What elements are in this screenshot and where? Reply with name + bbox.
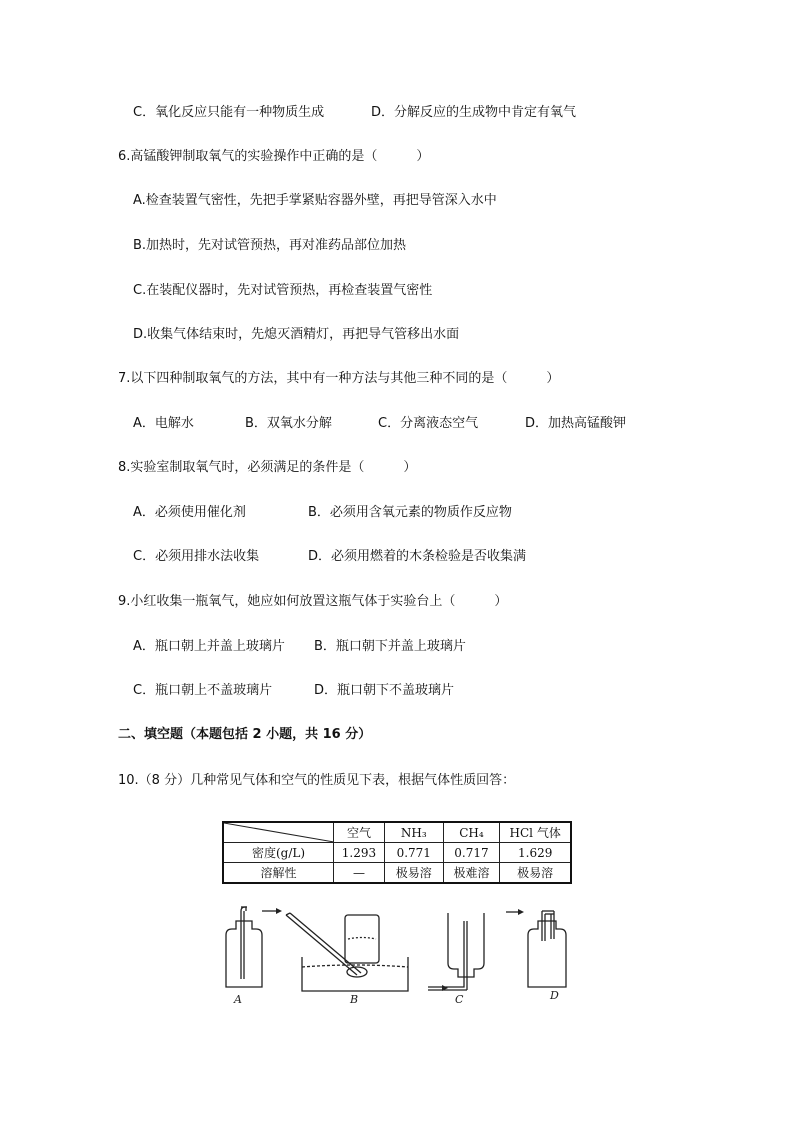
table-row [223, 843, 571, 863]
q5-option-d: D．分解反应的生成物中肯定有氧气 [371, 105, 577, 120]
apparatus-b [286, 913, 408, 991]
q7-option-d: D．加热高锰酸钾 [525, 416, 627, 431]
table-header-cell: 空气 [334, 822, 385, 843]
diagonal-line-icon [224, 823, 334, 842]
q9-option-c: C．瓶口朝上不盖玻璃片 [133, 683, 273, 698]
q9-option-d: D．瓶口朝下不盖玻璃片 [314, 683, 455, 698]
table-header-cell: NH₃ [384, 822, 443, 843]
table-row-label: 密度(g/L) [223, 843, 334, 863]
q8-option-b: B．必须用含氧元素的物质作反应物 [308, 505, 512, 520]
table-cell: 1.293 [334, 843, 385, 863]
table-cell: 0.771 [384, 843, 443, 863]
q9-stem: 9.小红收集一瓶氧气，她应如何放置这瓶气体于实验台上（ ） [118, 594, 508, 609]
q7-option-a: A．电解水 [133, 416, 194, 431]
table-header-cell: CH₄ [443, 822, 500, 843]
apparatus-c [428, 913, 484, 991]
apparatus-label: D [550, 989, 559, 1002]
q7-stem: 7.以下四种制取氧气的方法，其中有一种方法与其他三种不同的是（ ） [118, 371, 560, 386]
table-corner-cell [223, 822, 334, 843]
q8-option-a: A．必须使用催化剂 [133, 505, 246, 520]
table-row [223, 863, 571, 884]
q8-option-c: C．必须用排水法收集 [133, 549, 260, 564]
q6-option-c: C.在装配仪器时，先对试管预热，再检查装置气密性 [133, 283, 433, 298]
table-cell: 极易溶 [500, 863, 571, 884]
q7-option-c: C．分离液态空气 [378, 416, 479, 431]
apparatus-label: B [350, 993, 359, 1006]
apparatus-a [226, 907, 262, 987]
q7-option-b: B．双氧水分解 [245, 416, 332, 431]
q9-option-b: B．瓶口朝下并盖上玻璃片 [314, 639, 466, 654]
q6-option-a: A.检查装置气密性，先把手掌紧贴容器外壁，再把导管深入水中 [133, 193, 497, 208]
table-cell: 0.717 [443, 843, 500, 863]
q5-option-c: C．氧化反应只能有一种物质生成 [133, 105, 325, 120]
table-cell: 1.629 [500, 843, 571, 863]
gas-properties-table [222, 821, 572, 884]
table-header-cell: HCl 气体 [500, 822, 571, 843]
table-cell: 极难溶 [443, 863, 500, 884]
apparatus-d [506, 909, 566, 987]
q6-option-d: D.收集气体结束时，先熄灭酒精灯，再把导气管移出水面 [133, 327, 460, 342]
table-header-row [223, 822, 571, 843]
table-cell: 极易溶 [384, 863, 443, 884]
q10-stem: 10.（8 分）几种常见气体和空气的性质见下表，根据气体性质回答： [118, 773, 516, 788]
q8-option-d: D．必须用燃着的木条检验是否收集满 [308, 549, 527, 564]
apparatus-label: C [455, 993, 464, 1006]
q9-option-a: A．瓶口朝上并盖上玻璃片 [133, 639, 285, 654]
q6-stem: 6.高锰酸钾制取氧气的实验操作中正确的是（ ） [118, 149, 430, 164]
gas-collection-apparatus-figure [212, 905, 582, 1010]
q8-stem: 8.实验室制取氧气时，必须满足的条件是（ ） [118, 460, 417, 475]
section-title: 二、填空题（本题包括 2 小题，共 16 分） [118, 727, 372, 742]
q6-option-b: B.加热时，先对试管预热，再对准药品部位加热 [133, 238, 407, 253]
table-row-label: 溶解性 [223, 863, 334, 884]
table-cell: — [334, 863, 385, 884]
apparatus-label: A [234, 993, 242, 1006]
